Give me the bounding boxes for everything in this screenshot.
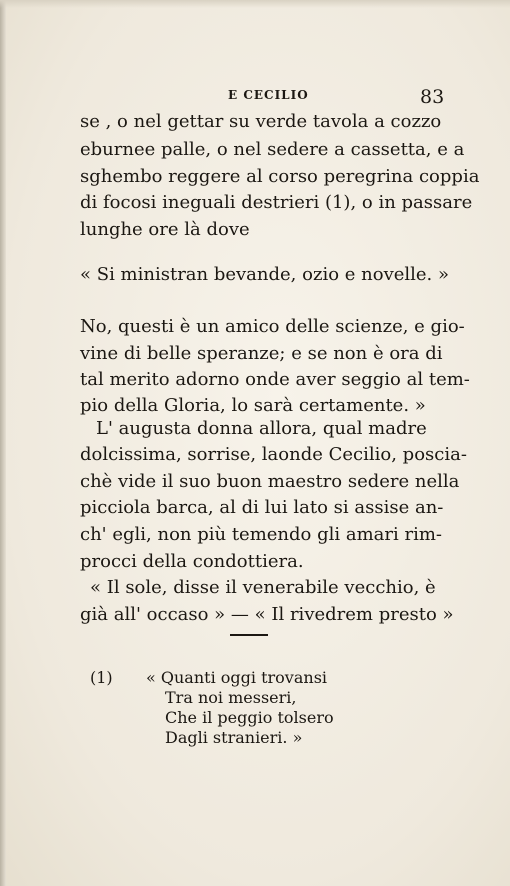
- footnote-line: « Quanti oggi trovansi: [146, 668, 328, 687]
- body-line: di focosi ineguali destrieri (1), o in passare: [80, 192, 473, 213]
- running-title: E CECILIO: [228, 88, 309, 102]
- body-line: No, questi è un amico delle scienze, e gio-: [80, 316, 465, 337]
- body-line: lunghe ore là dove: [80, 219, 250, 240]
- body-line: ch' egli, non più temendo gli amari rim-: [80, 524, 442, 545]
- body-line: vine di belle speranze; e se non è ora di: [80, 343, 443, 364]
- footnote-line: Che il peggio tolsero: [165, 708, 334, 727]
- body-line: già all' occaso » — « Il rivedrem presto »: [80, 604, 454, 625]
- page-top-edge: [0, 0, 510, 8]
- body-line: procci della condottiera.: [80, 551, 304, 572]
- footnote-marker: (1): [90, 668, 113, 687]
- body-line: dolcissima, sorrise, laonde Cecilio, poscia-: [80, 444, 467, 465]
- page-number: 83: [420, 86, 445, 108]
- body-line: pio della Gloria, lo sarà certamente. »: [80, 395, 426, 416]
- page-gutter: [0, 0, 6, 886]
- page-header: [0, 86, 510, 110]
- body-line: chè vide il suo buon maestro sedere nella: [80, 471, 460, 492]
- paragraph-start-line: L' augusta donna allora, qual madre: [96, 418, 427, 439]
- paragraph-start-line: « Il sole, disse il venerabile vecchio, è: [90, 577, 436, 598]
- body-line: tal merito adorno onde aver seggio al tem-: [80, 369, 470, 390]
- footnote-line: Dagli stranieri. »: [165, 728, 303, 747]
- body-line: picciola barca, al di lui lato si assise an-: [80, 497, 444, 518]
- body-line: sghembo reggere al corso peregrina coppia: [80, 166, 480, 187]
- quote-line: « Si ministran bevande, ozio e novelle. »: [80, 264, 450, 285]
- footnote-rule: [230, 634, 268, 636]
- body-line: eburnee palle, o nel sedere a cassetta, e a: [80, 139, 465, 160]
- footnote-line: Tra noi messeri,: [165, 688, 297, 707]
- body-line: se , o nel gettar su verde tavola a cozzo: [80, 111, 442, 132]
